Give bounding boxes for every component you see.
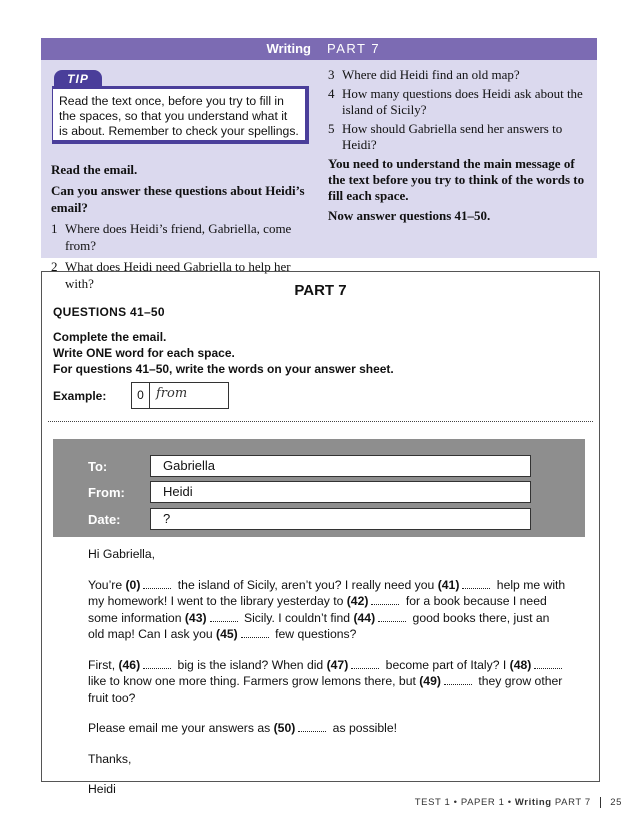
question-text: How many questions does Heidi ask about the island of Sicily? [342, 86, 583, 117]
section-header-band [41, 38, 597, 60]
email-signoff: Heidi [88, 782, 116, 796]
gap-number: (43) [184, 610, 207, 625]
gap-number: (0) [125, 577, 141, 592]
date-field: ? [150, 508, 531, 530]
gap-number: (46) [118, 657, 141, 672]
gap-blank [534, 660, 562, 669]
question-intro: Can you answer these questions about Heidi’s email? [51, 183, 305, 215]
tip-box: Read the text once, before you try to fill in the spaces, so that you understand what it is about. Remember to check your spellings. [52, 86, 309, 144]
task-instructions [53, 329, 394, 377]
page-number: 25 [610, 797, 622, 809]
divider [48, 421, 593, 422]
gap-number: (49) [419, 674, 441, 688]
email-paragraph-1: You’re (0) the island of Sicily, aren’t you? I really need you (41) help me with my homework! I went to the library yesterday to (42) for a book because I need some information (43) Sicily. I couldn’t find (44) good books there, just an old map! Can I ask you (45) few questions? [88, 577, 566, 641]
list-item [51, 220, 317, 254]
gap-number: (47) [326, 657, 349, 672]
to-field: Gabriella [150, 455, 531, 477]
question-text: How should Gabriella send her answers to Heidi? [342, 121, 563, 152]
footer-paper: PAPER 1 [460, 797, 505, 809]
gap-blank [241, 629, 269, 638]
gap-blank [462, 580, 490, 589]
gap-number: (48) [509, 657, 532, 672]
questions-heading: QUESTIONS 41–50 [53, 305, 165, 319]
footer-bullet: • [507, 797, 512, 809]
email-body [88, 546, 568, 812]
date-label: Date: [88, 512, 121, 527]
email-thanks: Thanks, [88, 751, 132, 766]
question-number: 1 [51, 221, 58, 236]
read-instruction: Read the email. [51, 162, 138, 177]
gap-number: (44) [353, 610, 376, 625]
gap-blank [210, 613, 238, 622]
task-title: PART 7 [294, 282, 347, 299]
instruction-line: Write ONE word for each space. [53, 346, 235, 360]
footer-part: PART 7 [554, 797, 591, 809]
email-header-block [53, 439, 585, 537]
advice-text: You need to understand the main message of the text before you try to think of the words to fill each space. [328, 156, 585, 203]
example-box [131, 382, 229, 409]
task-frame [41, 271, 600, 796]
list-item [328, 86, 594, 118]
question-number: 5 [328, 121, 335, 136]
instruction-line: For questions 41–50, write the words on your answer sheet. [53, 362, 394, 376]
footer-test: TEST 1 [414, 797, 451, 809]
question-number: 3 [328, 67, 335, 82]
part-label: PART 7 [327, 41, 381, 56]
gap-blank [371, 596, 399, 605]
gap-blank [378, 613, 406, 622]
gap-number: (42) [346, 594, 369, 608]
gap-number: (41) [437, 577, 460, 592]
gap-blank [298, 723, 326, 732]
now-answer-text: Now answer questions 41–50. [328, 208, 491, 223]
footer-bullet: • [453, 797, 458, 809]
footer-separator [600, 797, 601, 808]
example-label: Example: [53, 389, 107, 403]
gap-number: (45) [216, 627, 238, 641]
email-paragraph-3: Please email me your answers as (50) as possible! [88, 721, 398, 735]
email-paragraph-2: First, (46) big is the island? When did (47) become part of Italy? I (48) like to know one more thing. Farmers grow lemons there, but (49) they grow other fruit too? [88, 657, 563, 705]
list-item [328, 67, 594, 83]
email-greeting: Hi Gabriella, [88, 547, 156, 561]
right-column [328, 67, 594, 224]
question-text: Where does Heidi’s friend, Gabriella, come from? [65, 221, 292, 253]
page-footer [415, 797, 622, 808]
tip-tag: TIP [54, 70, 102, 88]
to-label: To: [88, 459, 108, 474]
gap-blank [444, 676, 472, 685]
gap-blank [143, 660, 171, 669]
example-answer: from [156, 386, 188, 401]
question-text: Where did Heidi find an old map? [342, 67, 520, 82]
instruction-line: Complete the email. [53, 330, 167, 344]
footer-writing: Writing [514, 797, 552, 809]
section-title: Writing [266, 41, 311, 56]
question-number: 2 [51, 259, 58, 274]
from-field: Heidi [150, 481, 531, 503]
question-text: What does Heidi need Gabriella to help her with? [65, 259, 291, 291]
gap-number: (50) [273, 721, 296, 735]
from-label: From: [88, 485, 125, 500]
list-item [328, 121, 594, 153]
gap-blank [351, 660, 379, 669]
question-number: 4 [328, 86, 335, 101]
example-number: 0 [132, 383, 150, 408]
gap-blank [143, 580, 171, 589]
